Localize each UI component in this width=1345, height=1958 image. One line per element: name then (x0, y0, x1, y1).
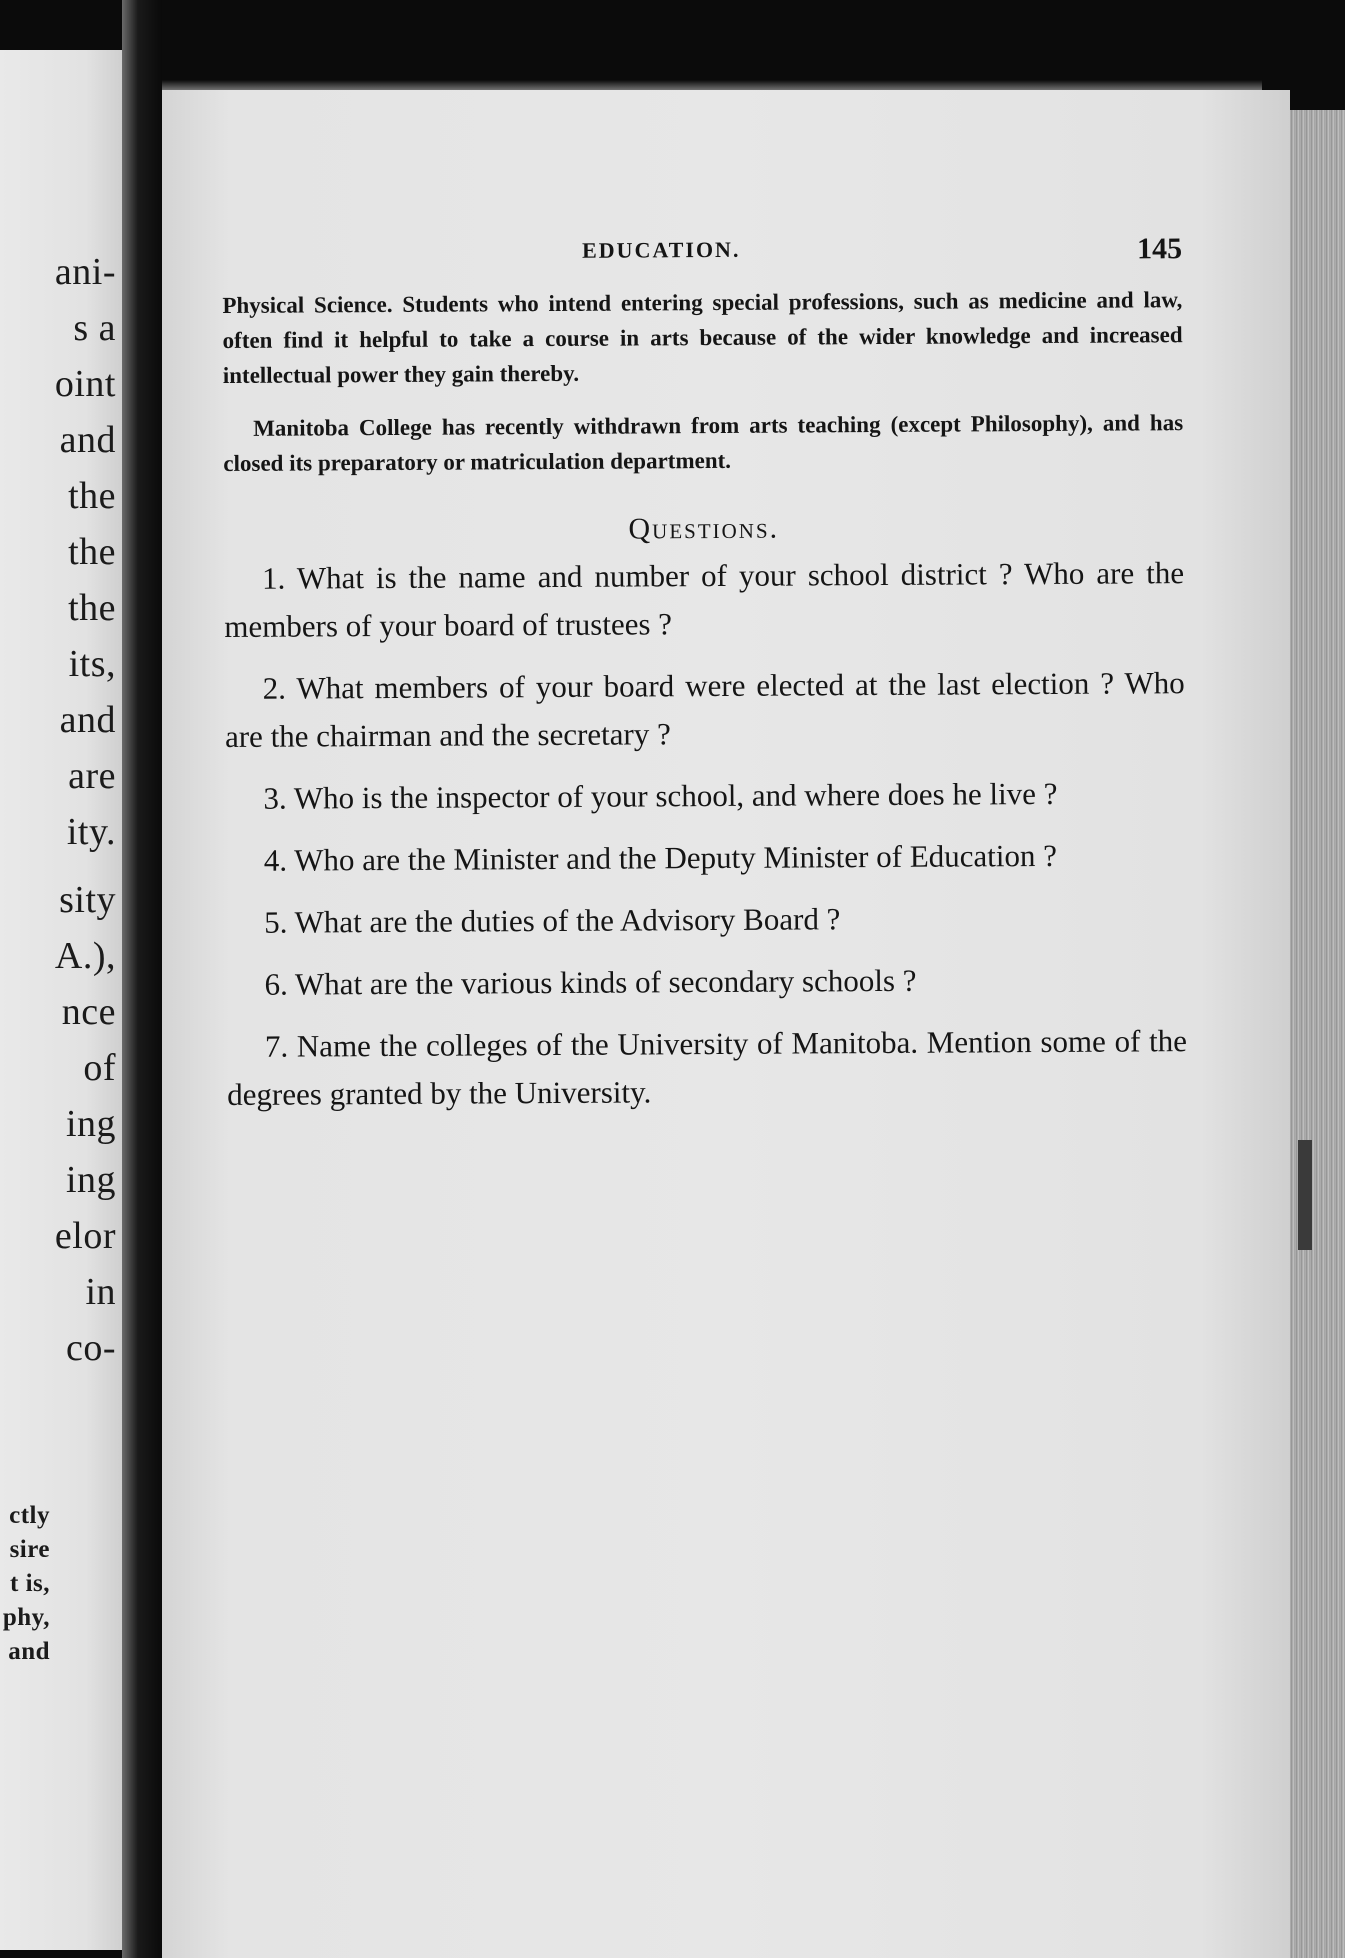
left-page-fragment-text: the (68, 587, 116, 629)
paragraph-physical-science: Physical Science. Students who intend entering special professions, such as medicine and law, often find it helpful to take a course in arts because of the wider knowledge and increased intellectual power they gain thereby. (222, 287, 1183, 388)
questions-heading: Questions. (628, 511, 780, 546)
left-page-fragment-text: elor (54, 1215, 116, 1257)
running-title: EDUCATION. (581, 236, 741, 263)
question-3: 3. Who is the inspector of your school, and where does he live ? (263, 775, 1058, 816)
left-page-fragment-text: the (68, 475, 116, 517)
left-page-fragment-text: s a (73, 307, 116, 349)
question-1: 1. What is the name and number of your school district ? Who are the members of your board of trustees ? (224, 555, 1185, 644)
left-page-fragment-text: ing (65, 1103, 116, 1145)
question-2: 2. What members of your board were elected at the last election ? Who are the chairman and the secretary ? (224, 665, 1185, 754)
left-page-fragment-text: are (68, 755, 116, 797)
question-7: 7. Name the colleges of the University of Manitoba. Mention some of the degrees granted by the University. (227, 1023, 1188, 1112)
left-page-fragment-small-text: sire (9, 1536, 50, 1563)
question-4: 4. Who are the Minister and the Deputy Minister of Education ? (263, 837, 1058, 878)
left-page-fragment-text: its, (68, 643, 116, 685)
left-page-fragment-small-text: and (8, 1638, 50, 1665)
left-page-fragment-text: A.), (54, 935, 116, 977)
page-edge-mark (1298, 1140, 1312, 1250)
left-page-fragment-small-text: t is, (10, 1570, 50, 1597)
left-page-fragment-text: ing (65, 1159, 116, 1201)
page-number: 145 (1136, 232, 1183, 266)
page-content (222, 234, 1187, 1133)
left-page-fragment-small-text: ctly (9, 1502, 50, 1529)
left-page-fragment-text: nce (61, 991, 116, 1033)
left-page-fragment-text: and (59, 419, 116, 461)
question-6: 6. What are the various kinds of secondary schools ? (264, 962, 917, 1002)
left-page-fragment-text: in (85, 1271, 116, 1313)
left-page-fragment-text: of (83, 1047, 116, 1089)
book-gutter (122, 0, 162, 1958)
left-page-fragment-text: ani- (54, 251, 116, 293)
book-page (162, 90, 1290, 1958)
paragraph-manitoba-college: Manitoba College has recently withdrawn from arts teaching (except Philosophy), and has closed its preparatory or matriculation department. (223, 410, 1184, 476)
left-page-fragment-text: co- (65, 1327, 116, 1369)
left-page-fragment-text: and (59, 699, 116, 741)
left-page-fragment-text: the (68, 531, 116, 573)
page-edges (1290, 110, 1345, 1958)
left-page-fragment-text: sity (59, 879, 116, 921)
left-page-fragment-small-text: phy, (2, 1604, 50, 1631)
question-5: 5. What are the duties of the Advisory Board ? (264, 901, 841, 940)
left-page-fragment (0, 50, 122, 1950)
running-head (222, 234, 1182, 280)
left-page-fragment-text: ity. (66, 811, 116, 853)
left-page-fragment-text: oint (54, 363, 116, 405)
